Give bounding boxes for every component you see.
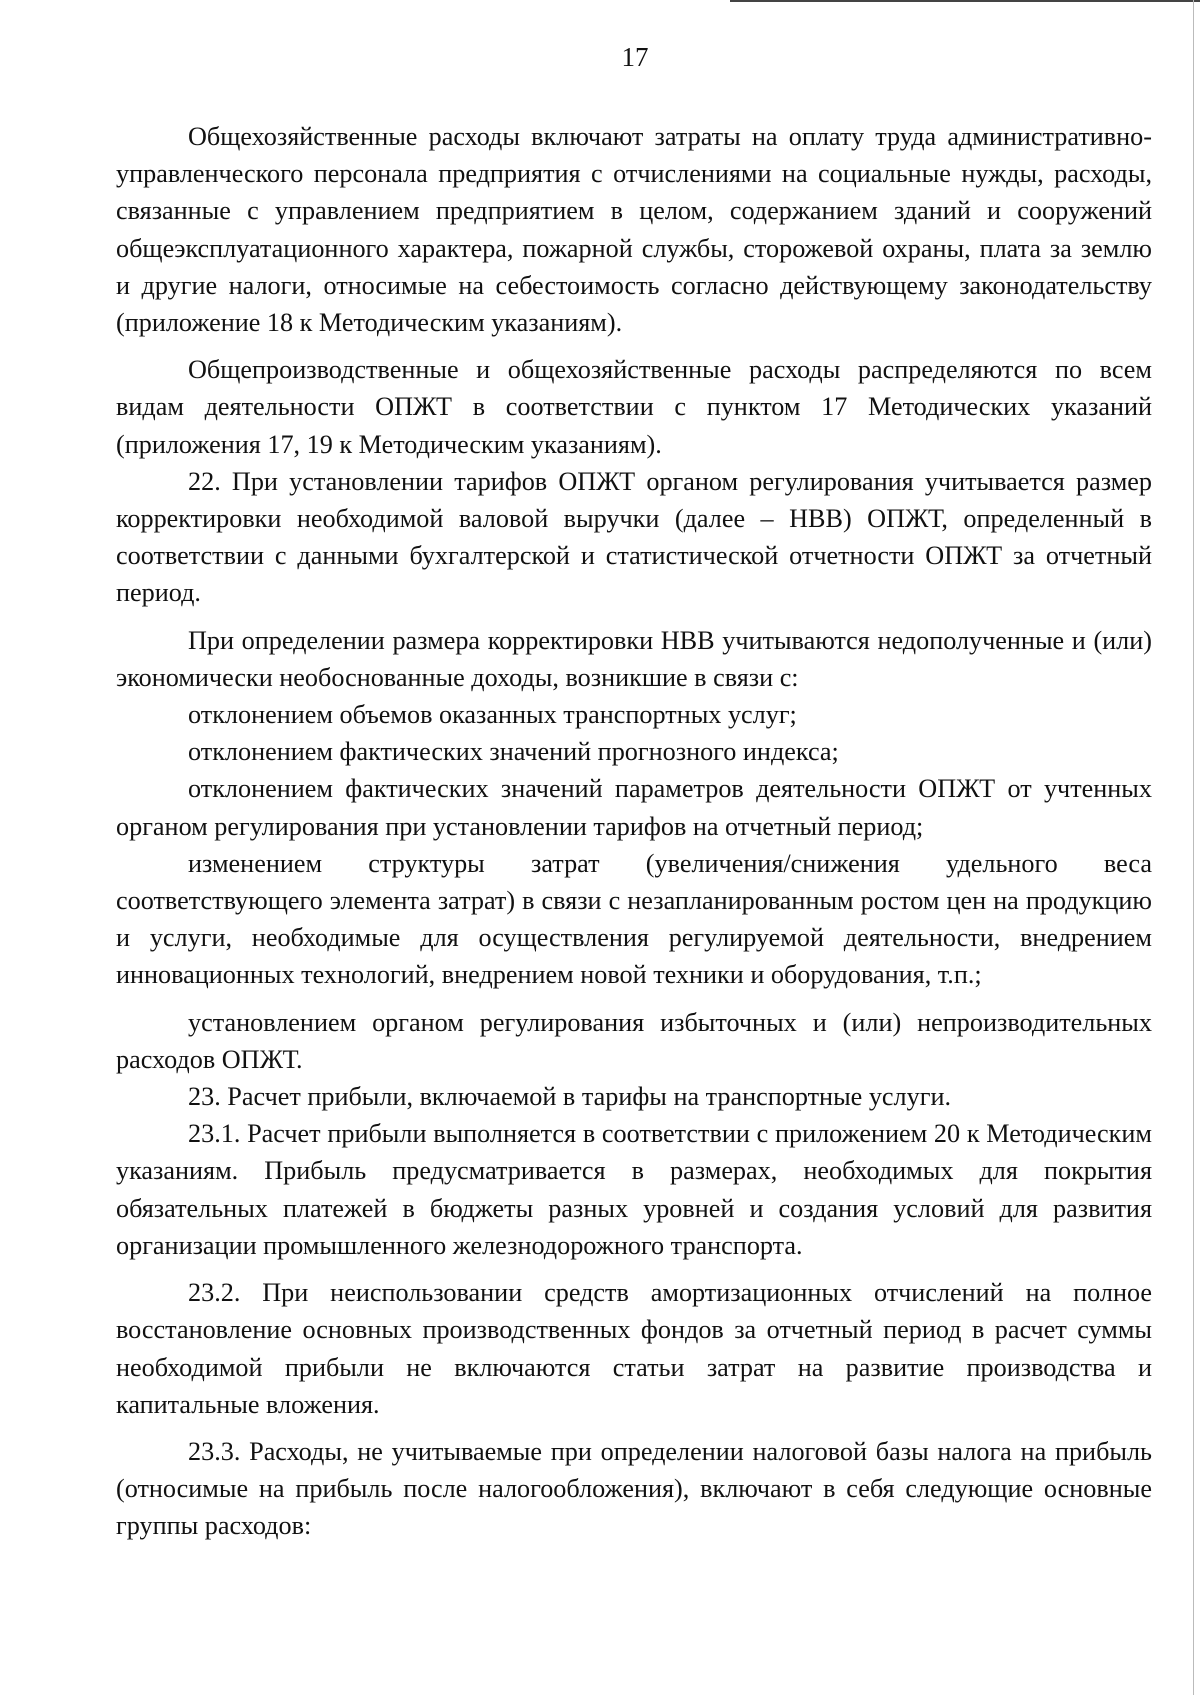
list-item: отклонением фактических значений прогнозного индекса; — [188, 737, 839, 767]
page-number: 17 — [621, 42, 649, 72]
paragraph: 23. Расчет прибыли, включаемой в тарифы на транспортные услуги. — [188, 1082, 952, 1112]
paragraph: Общепроизводственные и общехозяйственные расходы распределяются по всем видам деятельности ОПЖТ в соответствии с пунктом 17 Методических указаний (приложения 17, 19 к Методическим указаниям). — [116, 355, 1152, 459]
scan-edge-line — [1193, 0, 1194, 1695]
paragraph: 23.2. При неиспользовании средств амортизационных отчислений на полное восстановление основных производственных фондов за отчетный период в расчет суммы необходимой прибыли не включаются статьи затрат на развитие производства и капитальные вложения. — [116, 1278, 1152, 1419]
list-item: отклонением фактических значений параметров деятельности ОПЖТ от учтенных органом регулирования при установлении тарифов на отчетный период; — [116, 774, 1152, 841]
list-item: установлением органом регулирования избыточных и (или) непроизводительных расходов ОПЖТ. — [116, 1007, 1152, 1074]
paragraph: 23.3. Расходы, не учитываемые при определении налоговой базы налога на прибыль (относимые на прибыль после налогообложения), включают в себя следующие основные группы расходов: — [116, 1436, 1152, 1541]
paragraph: При определении размера корректировки НВВ учитываются недополученные и (или) экономически необоснованные доходы, возникшие в связи с: — [116, 625, 1152, 692]
scan-edge-line — [730, 0, 1200, 2]
document-body — [116, 118, 1152, 1545]
paragraph: 22. При установлении тарифов ОПЖТ органом регулирования учитывается размер корректировки необходимой валовой выручки (далее – НВВ) ОПЖТ, определенный в соответствии с данными бухгалтерской и статистической отчетности ОПЖТ за отчетный период. — [116, 466, 1152, 608]
list-item: изменением структуры затрат (увеличения/снижения удельного веса соответствующего элемента затрат) в связи с незапланированным ростом цен на продукцию и услуги, необходимые для осуществления регулируемой деятельности, внедрением инновационных технологий, внедрением новой техники и оборудования, т.п.; — [116, 848, 1152, 990]
list-item: отклонением объемов оказанных транспортных услуг; — [188, 700, 797, 730]
paragraph: Общехозяйственные расходы включают затраты на оплату труда административно-управленческого персонала предприятия с отчислениями на социальные нужды, расходы, связанные с управлением предприятием в целом, содержанием зданий и сооружений общеэксплуатационного характера, пожарной службы, сторожевой охраны, плата за землю и другие налоги, относимые на себестоимость согласно действующему законодательству (приложение 18 к Методическим указаниям). — [116, 122, 1152, 338]
paragraph: 23.1. Расчет прибыли выполняется в соответствии с приложением 20 к Методическим указаниям. Прибыль предусматривается в размерах, необходимых для покрытия обязательных платежей в бюджеты разных уровней и создания условий для развития организации промышленного железнодорожного транспорта. — [116, 1119, 1152, 1260]
